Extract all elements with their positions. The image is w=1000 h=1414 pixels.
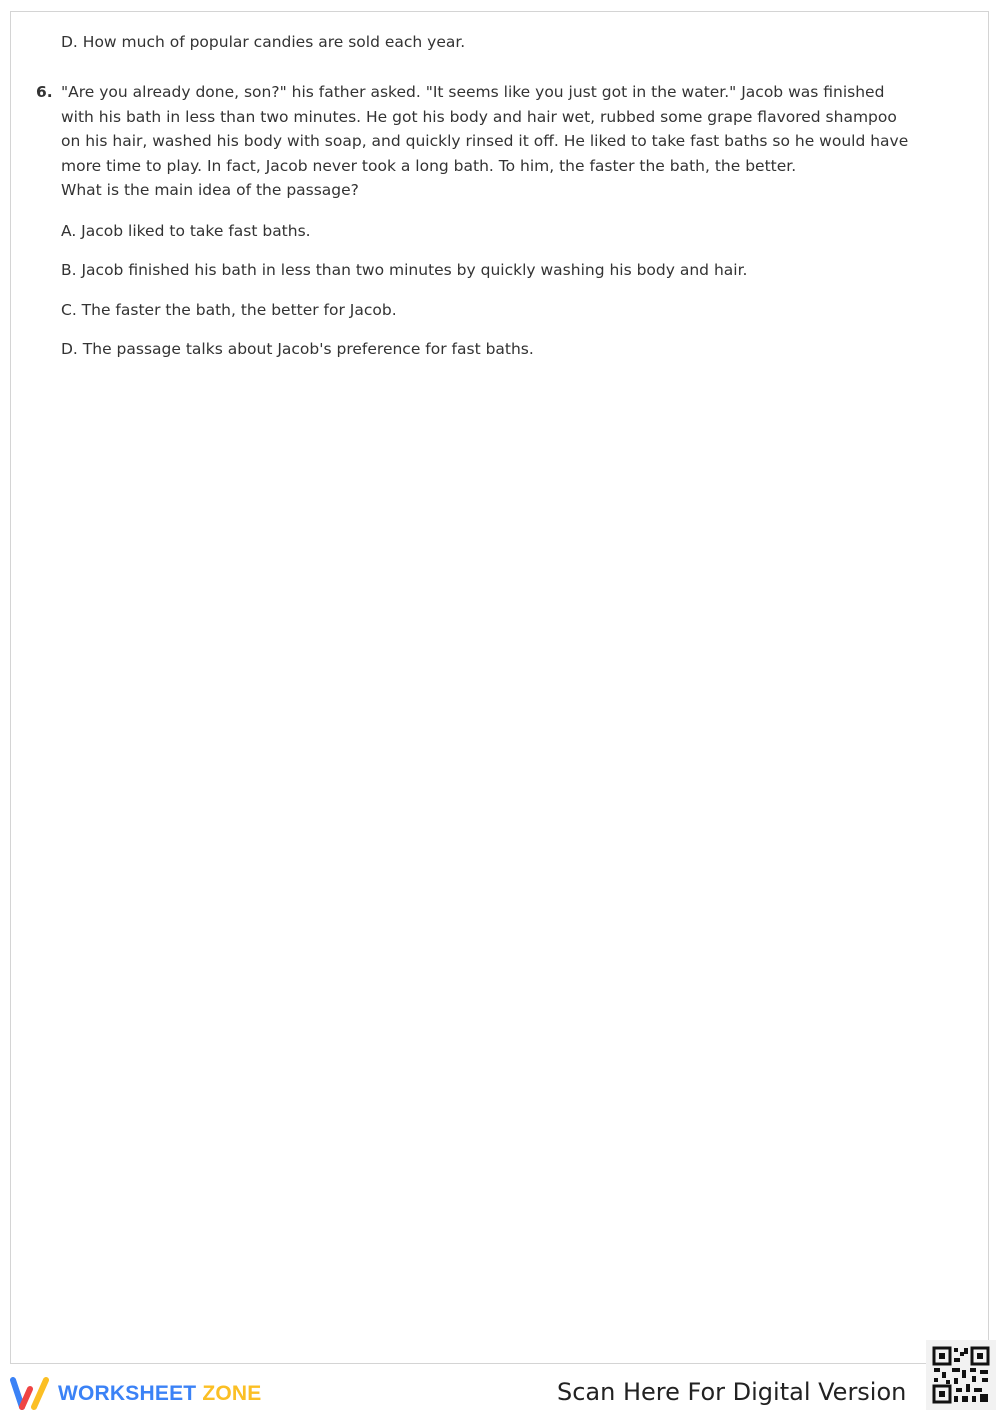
logo-mark-icon <box>10 1377 50 1411</box>
scan-text: Scan Here For Digital Version <box>557 1378 907 1406</box>
previous-option-d: D. How much of popular candies are sold each year. <box>61 33 466 51</box>
passage-line: with his bath in less than two minutes. He got his body and hair wet, rubbed some grape flavored shampoo <box>61 107 897 126</box>
brand-zone: ZONE <box>202 1382 262 1405</box>
option-b: B. Jacob finished his bath in less than two minutes by quickly washing his body and hair. <box>61 261 748 279</box>
qr-code-icon[interactable] <box>926 1340 996 1410</box>
question-prompt: What is the main idea of the passage? <box>61 181 359 199</box>
brand-worksheet: WORKSHEET <box>58 1382 197 1405</box>
passage-line: more time to play. In fact, Jacob never took a long bath. To him, the faster the bath, the better. <box>61 156 797 175</box>
worksheet-frame <box>10 11 989 1364</box>
option-a: A. Jacob liked to take fast baths. <box>61 222 311 240</box>
question-passage <box>61 80 941 203</box>
question-number: 6. <box>36 83 53 101</box>
passage-line: on his hair, washed his body with soap, and quickly rinsed it off. He liked to take fast baths so he would have <box>61 132 909 150</box>
option-d: D. The passage talks about Jacob's preference for fast baths. <box>61 340 534 358</box>
option-c: C. The faster the bath, the better for Jacob. <box>61 301 397 319</box>
worksheetzone-logo <box>10 1376 261 1412</box>
passage-line: "Are you already done, son?" his father asked. "It seems like you just got in the water." Jacob was finished <box>61 83 885 101</box>
